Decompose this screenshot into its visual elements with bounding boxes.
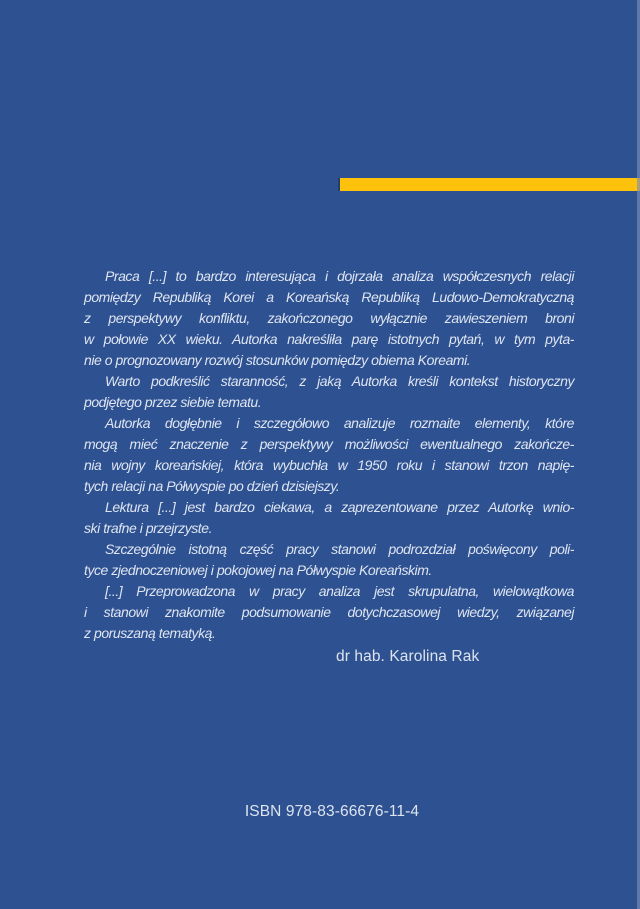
- quote-line: z poruszaną tematyką.: [84, 625, 216, 641]
- quote-line: Szczególnie istotną część pracy stanowi podrozdział poświęcony poli-: [105, 541, 574, 557]
- accent-bar: [338, 178, 640, 191]
- quote-line: ski trafne i przejrzyste.: [84, 520, 213, 536]
- quote-paragraph: [84, 539, 574, 581]
- quote-line: Lektura [...] jest bardzo ciekawa, a zaprezentowane przez Autorkę wnio-: [105, 499, 574, 515]
- quote-line: w połowie XX wieku. Autorka nakreśliła parę istotnych pytań, w tym pyta-: [84, 331, 574, 347]
- quote-line: z perspektywy konfliktu, zakończonego wyłącznie zawieszeniem broni: [84, 310, 574, 326]
- quote-line: Praca [...] to bardzo interesująca i dojrzała analiza współczesnych relacji: [105, 268, 574, 284]
- quote-line: podjętego przez siebie tematu.: [84, 394, 262, 410]
- reviewer-attribution: dr hab. Karolina Rak: [336, 648, 480, 665]
- quote-line: Autorka dogłębnie i szczegółowo analizuje rozmaite elementy, które: [105, 415, 574, 431]
- quote-paragraph: [84, 371, 574, 413]
- quote-line: Warto podkreślić staranność, z jaką Autorka kreśli kontekst historyczny: [105, 373, 574, 389]
- quote-line: tych relacji na Półwyspie po dzień dzisiejszy.: [84, 478, 340, 494]
- isbn-text: ISBN 978-83-66676-11-4: [244, 803, 420, 820]
- quote-paragraph: [84, 266, 574, 371]
- review-quote-block: [84, 266, 574, 644]
- quote-paragraph: [84, 497, 574, 539]
- quote-line: nia wojny koreańskiej, która wybuchła w 1950 roku i stanowi trzon napię-: [84, 457, 574, 473]
- quote-line: nie o prognozowany rozwój stosunków pomiędzy obiema Koreami.: [84, 352, 471, 368]
- quote-line: mogą mieć znaczenie z perspektywy możliwości ewentualnego zakończe-: [84, 436, 574, 452]
- quote-line: [...] Przeprowadzona w pracy analiza jest skrupulatna, wielowątkowa: [105, 583, 574, 599]
- quote-paragraph: [84, 413, 574, 497]
- quote-line: tyce zjednoczeniowej i pokojowej na Półwyspie Koreańskim.: [84, 562, 432, 578]
- quote-line: pomiędzy Republiką Korei a Koreańską Republiką Ludowo-Demokratyczną: [84, 289, 574, 305]
- quote-line: i stanowi znakomite podsumowanie dotychczasowej wiedzy, związanej: [84, 604, 574, 620]
- quote-paragraph: [84, 581, 574, 644]
